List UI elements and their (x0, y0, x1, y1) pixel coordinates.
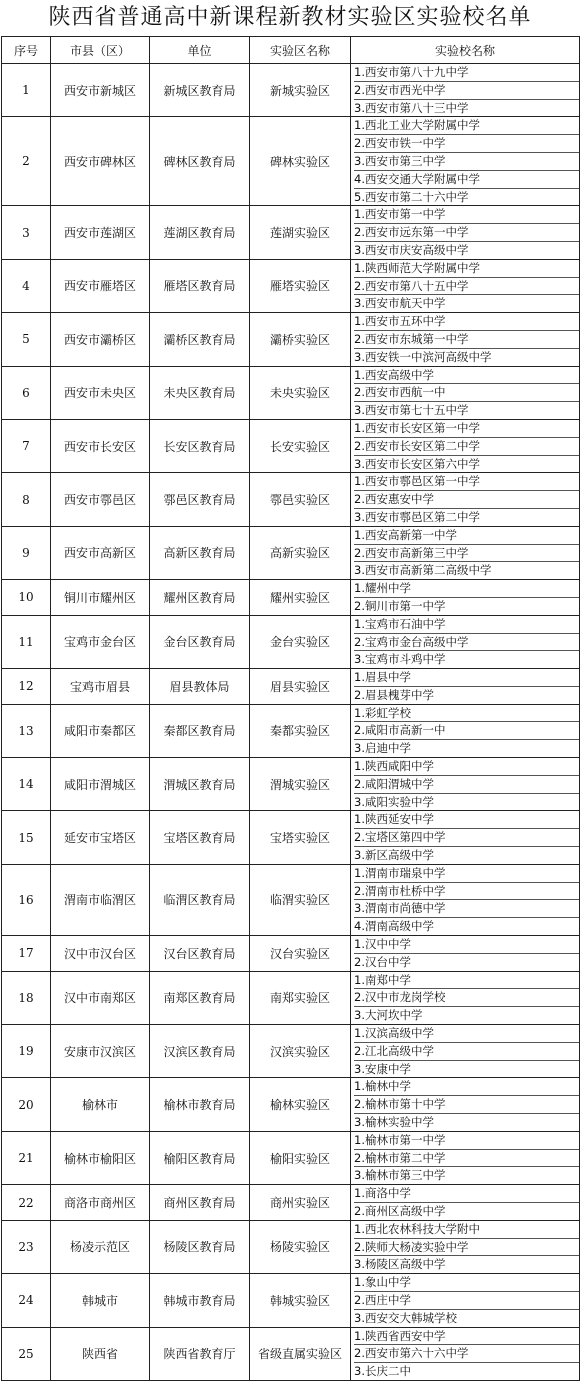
row-zone: 榆阳实验区 (250, 1131, 351, 1184)
table-row (2, 758, 580, 811)
school-name: 1.商洛中学 (354, 1186, 411, 1201)
school-name: 2.西庄中学 (354, 1291, 579, 1309)
row-number: 11 (2, 615, 51, 668)
row-schools (351, 811, 580, 864)
row-zone: 宝塔实验区 (250, 811, 351, 864)
row-unit: 韩城市教育局 (150, 1274, 250, 1327)
school-name: 1.西北农林科技大学附中 (354, 1221, 480, 1236)
school-name: 1.渭南市瑞泉中学 (354, 865, 446, 880)
row-city: 延安市宝塔区 (51, 811, 150, 864)
row-unit: 莲湖区教育局 (150, 206, 250, 259)
row-zone: 临渭实验区 (250, 864, 351, 935)
row-zone: 省级直属实验区 (250, 1327, 351, 1380)
school-name: 2.西安市西航一中 (354, 383, 579, 401)
row-unit: 宝塔区教育局 (150, 811, 250, 864)
school-name: 2.铜川市第一中学 (354, 597, 579, 615)
school-name: 3.西安市第三中学 (354, 152, 579, 170)
school-name: 3.杨陵区高级中学 (354, 1255, 579, 1273)
row-zone: 高新实验区 (250, 526, 351, 579)
row-schools (351, 936, 580, 972)
row-zone: 韩城实验区 (250, 1274, 351, 1327)
row-number: 19 (2, 1025, 51, 1078)
row-city: 汉中市汉台区 (51, 936, 150, 972)
row-city: 宝鸡市金台区 (51, 615, 150, 668)
row-number: 4 (2, 259, 51, 312)
row-zone: 汉台实验区 (250, 936, 351, 972)
row-number: 18 (2, 971, 51, 1024)
row-zone: 雁塔实验区 (250, 259, 351, 312)
row-unit: 长安区教育局 (150, 419, 250, 472)
table-row (2, 117, 580, 206)
row-zone: 莲湖实验区 (250, 206, 351, 259)
header-unit: 单位 (150, 37, 250, 64)
table-row (2, 366, 580, 419)
row-schools (351, 1220, 580, 1273)
row-number: 3 (2, 206, 51, 259)
row-zone: 碑林实验区 (250, 117, 351, 206)
table-row (2, 580, 580, 616)
row-city: 咸阳市秦都区 (51, 704, 150, 757)
table-row (2, 811, 580, 864)
school-name: 2.西安市东城第一中学 (354, 330, 579, 348)
row-schools (351, 1131, 580, 1184)
row-number: 24 (2, 1274, 51, 1327)
row-city: 西安市灞桥区 (51, 313, 150, 366)
school-name: 1.陕西师范大学附属中学 (354, 260, 480, 275)
table-row (2, 1327, 580, 1380)
table-row (2, 1220, 580, 1273)
row-number: 17 (2, 936, 51, 972)
row-number: 5 (2, 313, 51, 366)
school-name: 2.西安市西光中学 (354, 81, 579, 99)
school-name: 2.西安市铁一中学 (354, 134, 579, 152)
school-name: 2.眉县槐芽中学 (354, 686, 579, 704)
row-unit: 新城区教育局 (150, 64, 250, 117)
row-unit: 金台区教育局 (150, 615, 250, 668)
school-name: 2.西安市远东第一中学 (354, 223, 579, 241)
school-name: 2.商州区高级中学 (354, 1202, 579, 1220)
row-schools (351, 313, 580, 366)
school-name: 2.宝塔区第四中学 (354, 828, 579, 846)
row-city: 西安市鄠邑区 (51, 473, 150, 526)
row-schools (351, 206, 580, 259)
row-schools (351, 1185, 580, 1221)
row-zone: 耀州实验区 (250, 580, 351, 616)
row-city: 榆林市榆阳区 (51, 1131, 150, 1184)
school-name: 3.西安市庆安高级中学 (354, 241, 579, 259)
row-city: 西安市长安区 (51, 419, 150, 472)
school-name: 2.渭南市杜桥中学 (354, 882, 579, 900)
row-number: 9 (2, 526, 51, 579)
school-name: 1.汉滨高级中学 (354, 1026, 434, 1041)
school-name: 2.西安市第六十六中学 (354, 1344, 579, 1362)
row-city: 陕西省 (51, 1327, 150, 1380)
row-unit: 杨陵区教育局 (150, 1220, 250, 1273)
row-schools (351, 259, 580, 312)
row-unit: 高新区教育局 (150, 526, 250, 579)
row-zone: 南郑实验区 (250, 971, 351, 1024)
row-schools (351, 615, 580, 668)
row-city: 西安市莲湖区 (51, 206, 150, 259)
row-city: 杨凌示范区 (51, 1220, 150, 1273)
table-row (2, 1274, 580, 1327)
row-schools (351, 1025, 580, 1078)
school-name: 1.象山中学 (354, 1275, 411, 1290)
school-name: 1.陕西咸阳中学 (354, 759, 434, 774)
row-schools (351, 864, 580, 935)
school-name: 4.渭南高级中学 (354, 917, 579, 935)
table-row (2, 419, 580, 472)
school-name: 2.陕师大杨凌实验中学 (354, 1238, 579, 1256)
school-name: 3.启迪中学 (354, 739, 579, 757)
school-name: 1.彩虹学校 (354, 705, 411, 720)
table-body (2, 64, 580, 1381)
row-schools (351, 758, 580, 811)
school-name: 2.榆林市第十中学 (354, 1095, 579, 1113)
row-zone: 金台实验区 (250, 615, 351, 668)
school-name: 3.咸阳实验中学 (354, 793, 579, 811)
table-row (2, 971, 580, 1024)
table-row (2, 1131, 580, 1184)
school-name: 3.宝鸡市斗鸡中学 (354, 650, 579, 668)
school-name: 1.西安市第八十九中学 (354, 65, 469, 79)
school-name: 1.陕西省西安中学 (354, 1328, 446, 1343)
school-list-table (1, 36, 580, 1381)
row-unit: 秦都区教育局 (150, 704, 250, 757)
school-name: 3.西安市航天中学 (354, 294, 579, 312)
school-name: 1.南郑中学 (354, 972, 411, 987)
row-schools (351, 1274, 580, 1327)
header-zone: 实验区名称 (250, 37, 351, 64)
row-schools (351, 473, 580, 526)
school-name: 1.西安市鄠邑区第一中学 (354, 474, 480, 489)
table-row (2, 704, 580, 757)
school-name: 1.宝鸡市石油中学 (354, 616, 446, 631)
row-unit: 商州区教育局 (150, 1185, 250, 1221)
row-city: 咸阳市渭城区 (51, 758, 150, 811)
school-name: 1.西安市第一中学 (354, 207, 446, 222)
school-name: 2.西安市高新第三中学 (354, 544, 579, 562)
row-unit: 渭城区教育局 (150, 758, 250, 811)
school-name: 3.榆林市第三中学 (354, 1166, 579, 1184)
row-number: 8 (2, 473, 51, 526)
row-number: 15 (2, 811, 51, 864)
row-unit: 耀州区教育局 (150, 580, 250, 616)
school-name: 2.宝鸡市金台高级中学 (354, 633, 579, 651)
row-city: 西安市雁塔区 (51, 259, 150, 312)
school-name: 2.汉中市龙岗学校 (354, 988, 579, 1006)
row-number: 22 (2, 1185, 51, 1221)
row-city: 宝鸡市眉县 (51, 669, 150, 705)
row-city: 韩城市 (51, 1274, 150, 1327)
school-name: 3.安康中学 (354, 1060, 579, 1078)
school-name: 3.西安市长安区第六中学 (354, 455, 579, 473)
row-zone: 杨陵实验区 (250, 1220, 351, 1273)
row-number: 7 (2, 419, 51, 472)
row-unit: 汉台区教育局 (150, 936, 250, 972)
table-row (2, 473, 580, 526)
row-schools (351, 1078, 580, 1131)
school-name: 3.渭南市尚德中学 (354, 899, 579, 917)
school-name: 1.西安高新第一中学 (354, 527, 457, 542)
school-name: 1.西安市长安区第一中学 (354, 420, 480, 435)
header-city: 市县（区） (51, 37, 150, 64)
row-zone: 新城实验区 (250, 64, 351, 117)
row-unit: 鄠邑区教育局 (150, 473, 250, 526)
row-schools (351, 419, 580, 472)
school-name: 2.西安惠安中学 (354, 490, 579, 508)
row-number: 25 (2, 1327, 51, 1380)
school-name: 1.汉中中学 (354, 937, 411, 952)
school-name: 2.西安市长安区第二中学 (354, 437, 579, 455)
table-row (2, 313, 580, 366)
table-row (2, 1185, 580, 1221)
school-name: 1.眉县中学 (354, 670, 411, 685)
row-zone: 榆林实验区 (250, 1078, 351, 1131)
school-name: 4.西安交通大学附属中学 (354, 170, 579, 188)
school-name: 3.长庆二中 (354, 1362, 579, 1380)
row-number: 14 (2, 758, 51, 811)
school-name: 1.榆林中学 (354, 1079, 411, 1094)
table-row (2, 936, 580, 972)
table-row (2, 615, 580, 668)
row-city: 西安市新城区 (51, 64, 150, 117)
school-name: 1.陕西延安中学 (354, 812, 434, 827)
row-unit: 临渭区教育局 (150, 864, 250, 935)
row-number: 6 (2, 366, 51, 419)
table-row (2, 206, 580, 259)
school-name: 2.汉台中学 (354, 953, 579, 971)
school-name: 1.耀州中学 (354, 581, 411, 596)
row-schools (351, 366, 580, 419)
row-city: 铜川市耀州区 (51, 580, 150, 616)
row-city: 榆林市 (51, 1078, 150, 1131)
school-name: 3.新区高级中学 (354, 846, 579, 864)
row-unit: 未央区教育局 (150, 366, 250, 419)
row-unit: 汉滨区教育局 (150, 1025, 250, 1078)
row-unit: 雁塔区教育局 (150, 259, 250, 312)
row-city: 西安市高新区 (51, 526, 150, 579)
row-zone: 未央实验区 (250, 366, 351, 419)
row-number: 23 (2, 1220, 51, 1273)
row-zone: 渭城实验区 (250, 758, 351, 811)
row-number: 21 (2, 1131, 51, 1184)
school-name: 3.大河坎中学 (354, 1006, 579, 1024)
school-name: 3.西安市第七十五中学 (354, 401, 579, 419)
row-number: 16 (2, 864, 51, 935)
row-number: 1 (2, 64, 51, 117)
row-zone: 汉滨实验区 (250, 1025, 351, 1078)
row-city: 渭南市临渭区 (51, 864, 150, 935)
school-name: 3.西安交大韩城学校 (354, 1309, 579, 1327)
table-row (2, 259, 580, 312)
table-row (2, 864, 580, 935)
school-name: 1.榆林市第一中学 (354, 1132, 446, 1147)
table-row (2, 669, 580, 705)
row-zone: 眉县实验区 (250, 669, 351, 705)
school-name: 2.榆林市第二中学 (354, 1149, 579, 1167)
header-schools: 实验校名称 (351, 37, 580, 64)
table-row (2, 1078, 580, 1131)
row-schools (351, 669, 580, 705)
row-unit: 榆阳区教育局 (150, 1131, 250, 1184)
table-row (2, 64, 580, 117)
row-number: 10 (2, 580, 51, 616)
row-number: 20 (2, 1078, 51, 1131)
row-unit: 榆林市教育局 (150, 1078, 250, 1131)
school-name: 2.咸阳渭城中学 (354, 775, 579, 793)
row-unit: 灞桥区教育局 (150, 313, 250, 366)
school-name: 3.西安铁一中滨河高级中学 (354, 348, 579, 366)
row-zone: 商州实验区 (250, 1185, 351, 1221)
row-schools (351, 64, 580, 117)
school-name: 3.西安市高新第二高级中学 (354, 561, 579, 579)
school-name: 3.西安市第八十三中学 (354, 99, 579, 117)
row-zone: 长安实验区 (250, 419, 351, 472)
row-city: 西安市未央区 (51, 366, 150, 419)
row-schools (351, 526, 580, 579)
school-name: 2.西安市第八十五中学 (354, 277, 579, 295)
school-name: 3.榆林实验中学 (354, 1113, 579, 1131)
table-row (2, 526, 580, 579)
row-schools (351, 580, 580, 616)
row-city: 汉中市南郑区 (51, 971, 150, 1024)
row-unit: 眉县教体局 (150, 669, 250, 705)
row-schools (351, 971, 580, 1024)
row-city: 安康市汉滨区 (51, 1025, 150, 1078)
header-no: 序号 (2, 37, 51, 64)
row-city: 商洛市商州区 (51, 1185, 150, 1221)
row-zone: 秦都实验区 (250, 704, 351, 757)
row-zone: 灞桥实验区 (250, 313, 351, 366)
row-number: 13 (2, 704, 51, 757)
row-number: 12 (2, 669, 51, 705)
row-number: 2 (2, 117, 51, 206)
school-name: 5.西安市第二十六中学 (354, 188, 579, 206)
school-name: 2.咸阳市高新一中 (354, 721, 579, 739)
row-unit: 陕西省教育厅 (150, 1327, 250, 1380)
row-schools (351, 1327, 580, 1380)
row-city: 西安市碑林区 (51, 117, 150, 206)
table-header-row (2, 37, 580, 64)
school-name: 1.西北工业大学附属中学 (354, 118, 480, 133)
row-schools (351, 117, 580, 206)
row-unit: 南郑区教育局 (150, 971, 250, 1024)
row-schools (351, 704, 580, 757)
document-title: 陕西省普通高中新课程新教材实验区实验校名单 (48, 5, 532, 30)
school-name: 2.江北高级中学 (354, 1042, 579, 1060)
table-row (2, 1025, 580, 1078)
row-unit: 碑林区教育局 (150, 117, 250, 206)
school-name: 3.西安市鄠邑区第二中学 (354, 508, 579, 526)
school-name: 1.西安高级中学 (354, 367, 434, 382)
row-zone: 鄠邑实验区 (250, 473, 351, 526)
school-name: 1.西安市五环中学 (354, 314, 446, 329)
